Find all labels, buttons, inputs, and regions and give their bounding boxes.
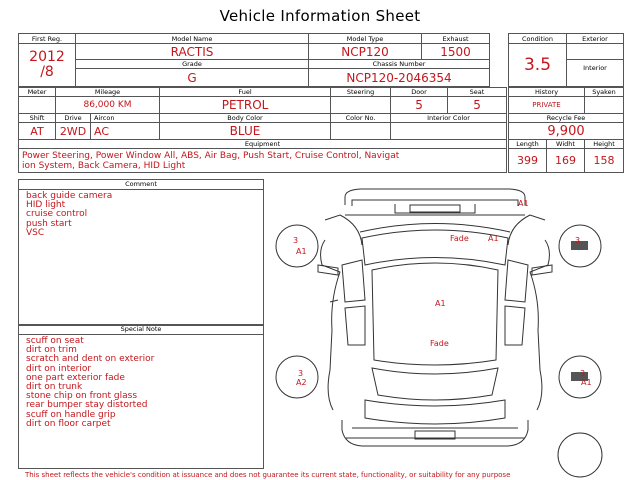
model-name-label: Model Name (76, 34, 309, 44)
color-no-label: Color No. (331, 114, 391, 123)
front-plate (410, 205, 460, 212)
length-label: Length (509, 140, 547, 149)
comment-box (18, 179, 264, 326)
comment-line: cruise control (26, 209, 88, 220)
mark-wheel-fr-num: 3 (575, 236, 581, 245)
mark-roof-front: A1 (518, 199, 529, 208)
special-note-box (18, 324, 264, 469)
special-note-line: dirt on trunk (26, 382, 83, 393)
left-door-line (330, 300, 338, 302)
special-note-line: dirt on trim (26, 345, 77, 356)
height-label: Height (585, 140, 624, 149)
history-table (508, 87, 624, 173)
steering-value (331, 97, 391, 114)
roof-outline (372, 263, 498, 365)
body-color-label: Body Color (160, 114, 331, 123)
door-value: 5 (391, 97, 448, 114)
special-note-line: dirt on interior (26, 363, 92, 374)
chassis-label: Chassis Number (309, 60, 490, 69)
header-table (18, 33, 490, 87)
drive-label: Drive (56, 114, 91, 123)
equipment-value (19, 149, 507, 173)
mark-bumper-a1: A1 (488, 234, 499, 243)
mark-roof-center: A1 (435, 299, 446, 308)
syaken-label: Syaken (585, 88, 624, 97)
comment-line: push start (26, 218, 72, 229)
fuel-label: Fuel (160, 88, 331, 97)
windshield (362, 230, 508, 265)
right-fender-front (508, 215, 545, 245)
left-fender-front (325, 215, 362, 245)
condition-label: Condition (509, 34, 567, 44)
interior-color-label: Interior Color (391, 114, 507, 123)
interior-color-value (391, 123, 507, 140)
exhaust-value: 1500 (422, 44, 490, 60)
condition-value: 3.5 (509, 44, 567, 87)
meter-label: Meter (19, 88, 56, 97)
special-note-line: rear bumper stay distorted (26, 400, 148, 411)
width-label: Widht (547, 140, 585, 149)
wheel-rear-left (276, 356, 318, 398)
disclaimer: This sheet reflects the vehicle's condition at issuance and does not guarantee its current state, functionality, or suitability for any purpose (25, 471, 511, 479)
color-no-value (331, 123, 391, 140)
aircon-label: Aircon (91, 114, 160, 123)
left-window-rear (345, 306, 365, 345)
drive-value: 2WD (56, 123, 91, 140)
car-damage-diagram (262, 178, 622, 478)
history-label: History (509, 88, 585, 97)
mileage-value: 86,000 KM (56, 97, 160, 114)
spare-tire (558, 433, 602, 477)
door-label: Door (391, 88, 448, 97)
special-note-line: stone chip on front glass (26, 391, 138, 402)
exhaust-label: Exhaust (422, 34, 490, 44)
aircon-value: AC (91, 123, 160, 140)
equipment-line: Power Steering, Power Window All, ABS, Air Bag, Push Start, Cruise Control, Navigat (22, 150, 400, 161)
steering-label: Steering (331, 88, 391, 97)
mark-fade-rear: Fade (430, 339, 449, 348)
shift-value: AT (19, 123, 56, 140)
mark-wheel-rr-num: 3 (580, 369, 586, 378)
mark-wheel-rl-code: A2 (296, 378, 307, 387)
mark-wheel-fl-num: 3 (293, 236, 299, 245)
height-value: 158 (585, 149, 624, 173)
comment-label: Comment (19, 180, 263, 190)
grade-label: Grade (76, 60, 309, 69)
history-value: PRIVATE (509, 97, 585, 114)
trunk-outline (365, 400, 505, 424)
wheel-front-left (276, 225, 318, 267)
model-type-value: NCP120 (309, 44, 422, 60)
interior-label: Interior (567, 60, 624, 87)
first-reg-label: First Reg. (19, 34, 76, 44)
mark-wheel-fl-code: A1 (296, 247, 307, 256)
seat-value: 5 (448, 97, 507, 114)
left-window-front (342, 260, 365, 302)
right-window-rear (505, 306, 525, 345)
first-reg-value (19, 44, 76, 87)
chassis-value: NCP120-2046354 (309, 69, 490, 87)
special-note-label: Special Note (19, 325, 263, 335)
equipment-line: ion System, Back Camera, HID Light (22, 160, 186, 171)
special-note-line: scuff on handle grip (26, 409, 116, 420)
width-value: 169 (547, 149, 585, 173)
grade-value: G (76, 69, 309, 87)
first-reg-month: /8 (40, 64, 54, 80)
front-bumper-outline (345, 189, 525, 205)
hood-outline (360, 224, 510, 233)
meter-value (19, 97, 56, 114)
recycle-fee-value: 9,900 (509, 123, 624, 140)
exterior-label: Exterior (567, 34, 624, 44)
length-value: 399 (509, 149, 547, 173)
model-type-label: Model Type (309, 34, 422, 44)
model-name-value: RACTIS (76, 44, 309, 60)
special-note-line: scuff on seat (26, 336, 84, 346)
comment-line: HID light (26, 200, 66, 211)
special-note-list (19, 335, 263, 429)
special-note-line: dirt on floor carpet (26, 418, 111, 429)
mileage-label: Mileage (56, 88, 160, 97)
recycle-fee-label: Recycle Fee (509, 114, 624, 123)
special-note-line: scratch and dent on exterior (26, 354, 155, 365)
seat-label: Seat (448, 88, 507, 97)
mark-fade-front: Fade (450, 234, 469, 243)
body-color-value: BLUE (160, 123, 331, 140)
equipment-label: Equipment (19, 140, 507, 149)
fuel-value: PETROL (160, 97, 331, 114)
comment-line: back guide camera (26, 191, 113, 201)
rear-window (372, 368, 498, 400)
exterior-value (567, 44, 624, 60)
comment-list (19, 190, 263, 238)
mark-wheel-rl-num: 3 (298, 369, 304, 378)
mark-wheel-rr-code: A1 (581, 378, 592, 387)
specs-table (18, 87, 507, 173)
comment-line: VSC (26, 227, 45, 238)
syaken-value (585, 97, 624, 114)
shift-label: Shift (19, 114, 56, 123)
right-window-front (505, 260, 528, 302)
first-reg-year: 2012 (29, 49, 65, 65)
special-note-line: one part exterior fade (26, 372, 125, 383)
condition-table (508, 33, 624, 87)
sheet-title: Vehicle Information Sheet (219, 7, 421, 25)
